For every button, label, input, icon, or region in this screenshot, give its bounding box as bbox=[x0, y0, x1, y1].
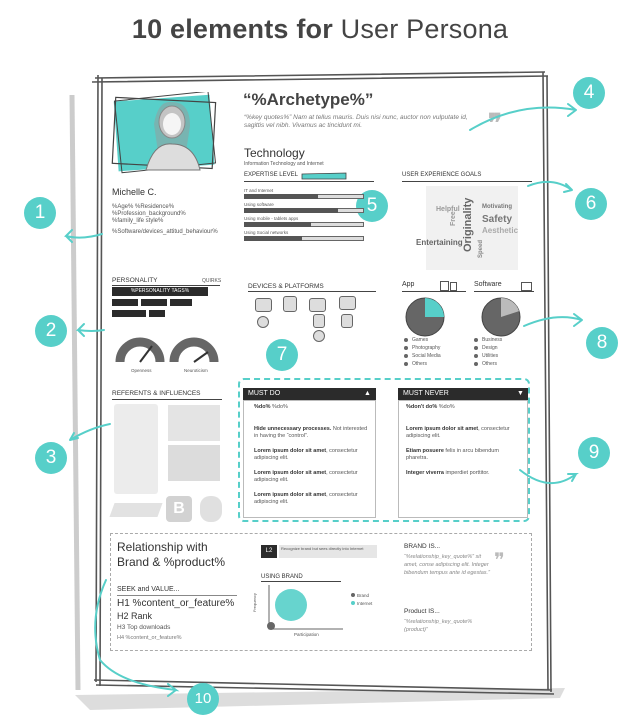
expertise-item-label: Using Social networks bbox=[244, 230, 289, 235]
relationship-title-1: Relationship with bbox=[117, 540, 208, 554]
legend-item bbox=[404, 353, 441, 360]
brand-is-label: BRAND IS... bbox=[404, 543, 441, 550]
expertise-fill bbox=[244, 208, 338, 213]
list-item-text: Not interested in having the “control”. bbox=[254, 426, 368, 439]
y-axis-label: Frequency bbox=[252, 593, 257, 612]
legend-label: Photography bbox=[412, 345, 441, 351]
ux-word-helpful: Helpful bbox=[436, 206, 460, 213]
l2-badge: L2 bbox=[261, 545, 277, 558]
list-item bbox=[254, 470, 369, 484]
profile-detail-1: %Age% %Residence% bbox=[112, 204, 175, 210]
legend-dot bbox=[404, 354, 408, 358]
ux-word-safety: Safety bbox=[482, 214, 513, 225]
list-item-bold: %don't do% bbox=[406, 404, 438, 410]
profile-software: %Software/devices_attitud_behaviour% bbox=[112, 229, 218, 235]
legend-dot bbox=[474, 362, 478, 366]
list-item-text: %do% bbox=[270, 404, 288, 410]
app-label: App bbox=[402, 281, 415, 288]
legend-label: Others bbox=[412, 361, 428, 367]
legend-brand: Brand bbox=[357, 593, 370, 598]
list-item bbox=[406, 426, 520, 440]
thumbs-down-icon: ▼ bbox=[517, 390, 524, 397]
list-item-bold: Lorem ipsum dolor sit amet bbox=[406, 426, 479, 432]
list-item-text: felis in arcu bibendum pharetra. bbox=[406, 448, 499, 461]
ux-word-free: Free bbox=[450, 211, 457, 226]
list-item-text: %do% bbox=[437, 404, 455, 410]
list-item-bold: Integer viverra bbox=[406, 470, 444, 476]
expertise-fill bbox=[244, 236, 302, 241]
list-item bbox=[254, 404, 369, 411]
ux-word-motivating: Motivating bbox=[482, 204, 512, 210]
l2-text: Recognize brand but sees directly into Internet bbox=[279, 545, 377, 558]
h4-item: H4 %content_or_feature% bbox=[117, 635, 182, 641]
list-item-text: imperdiet porttitor. bbox=[443, 470, 490, 476]
ux-word-originality: Originality bbox=[462, 197, 474, 252]
legend-item bbox=[404, 361, 427, 368]
list-item bbox=[406, 470, 520, 477]
software-label: Software bbox=[474, 281, 502, 288]
legend-dot bbox=[474, 346, 478, 350]
h2-item: H2 Rank bbox=[117, 611, 153, 621]
blogger-icon: B bbox=[166, 496, 192, 522]
callout-number-3: 3 bbox=[35, 442, 67, 474]
legend-dot bbox=[474, 338, 478, 342]
devices-label: DEVICES & PLATFORMS bbox=[248, 283, 324, 290]
callout-number-9: 9 bbox=[578, 437, 610, 469]
x-axis-label: Participation bbox=[294, 632, 319, 637]
legend-label: Design bbox=[482, 345, 498, 351]
using-brand-label: USING BRAND bbox=[261, 574, 303, 580]
quote-mark-icon: ❞ bbox=[488, 108, 502, 138]
expertise-item-label: IT and Internet bbox=[244, 188, 274, 193]
archetype-heading: “%Archetype%” bbox=[243, 90, 374, 109]
legend-label: Others bbox=[482, 361, 498, 367]
legend-dot bbox=[474, 354, 478, 358]
callout-number-10: 10 bbox=[187, 683, 219, 715]
list-item-bold: %do% bbox=[254, 404, 271, 410]
list-item bbox=[254, 492, 369, 506]
callout-number-6: 6 bbox=[575, 188, 607, 220]
legend-label: Utilities bbox=[482, 353, 499, 359]
personality-label: PERSONALITY bbox=[112, 277, 158, 284]
list-item-text: , consectetur adipiscing elit. bbox=[254, 470, 358, 483]
list-item bbox=[406, 404, 520, 411]
expertise-label: EXPERTISE LEVEL bbox=[244, 172, 298, 178]
quote-mark-icon: ❞ bbox=[494, 550, 505, 572]
legend-item bbox=[404, 345, 440, 352]
list-item-bold: Lorem ipsum dolor sit amet bbox=[254, 470, 327, 476]
technology-subtitle: Information Technology and Internet bbox=[244, 161, 324, 167]
gauge-openness-label: Openness bbox=[131, 368, 152, 373]
list-item-bold: Hide unnecessary processes. bbox=[254, 426, 332, 432]
legend-item bbox=[474, 353, 498, 360]
legend-label: Social Media bbox=[412, 353, 441, 359]
must-do-header: MUST DO bbox=[243, 388, 376, 400]
list-item bbox=[254, 426, 369, 440]
seek-label: SEEK and VALUE... bbox=[117, 586, 180, 593]
list-item bbox=[254, 448, 369, 462]
referents-label: REFERENTS & INFLUENCES bbox=[112, 390, 201, 397]
profile-detail-2: %Profession_background% bbox=[112, 211, 186, 217]
product-quote: “%relationship_key_quote% (product)” bbox=[404, 619, 473, 633]
callout-number-8: 8 bbox=[586, 327, 618, 359]
ux-word-aesthetic: Aesthetic bbox=[482, 226, 519, 235]
expertise-item-label: Using mobile - tablets apps bbox=[244, 216, 299, 221]
h3-item: H3 Top downloads bbox=[117, 624, 171, 631]
callout-number-7: 7 bbox=[266, 339, 298, 371]
legend-item bbox=[474, 345, 498, 352]
quirks-label: QUIRKS bbox=[202, 278, 222, 284]
expertise-item-label: Using software bbox=[244, 202, 274, 207]
list-item-text: , consectetur adipiscing elit. bbox=[406, 426, 510, 439]
list-item-text: , consectetur adipiscing elit. bbox=[254, 448, 358, 461]
legend-dot bbox=[404, 362, 408, 366]
callout-number-1: 1 bbox=[24, 197, 56, 229]
legend-item bbox=[474, 337, 502, 344]
brand-quote: “%relationship_key_quote%” sit amet, conse adipiscing elit. Integer bibendum tempus ante id egestas.” bbox=[404, 554, 490, 576]
must-never-header: MUST NEVER bbox=[398, 388, 528, 400]
callout-number-4: 4 bbox=[573, 77, 605, 109]
key-quote: “%key quotes%” Nam at tellus mauris. Duis nisi nunc, auctor non vulputate id, sagittis vel nibh. Vivamus ac tincidunt mi. bbox=[244, 114, 468, 129]
profile-detail-3: %family_life style% bbox=[112, 218, 164, 224]
legend-dot bbox=[404, 346, 408, 350]
page-title: 10 elements for User Persona bbox=[131, 14, 509, 44]
ux-word-entertaining: Entertaining bbox=[416, 238, 463, 247]
legend-item bbox=[404, 337, 428, 344]
legend-internet: Internet bbox=[357, 601, 373, 606]
persona-name: Michelle C. bbox=[112, 187, 157, 197]
ux-goals-label: USER EXPERIENCE GOALS bbox=[402, 172, 482, 178]
callout-number-5: 5 bbox=[356, 190, 388, 222]
legend-dot bbox=[404, 338, 408, 342]
gauge-neuroticism-label: Neuroticism bbox=[184, 368, 208, 373]
thumbs-up-icon: ▲ bbox=[364, 390, 371, 397]
list-item-text: , consectetur adipiscing elit. bbox=[254, 492, 358, 505]
personality-tags: %PERSONALITY TAGS% bbox=[112, 287, 208, 296]
list-item-bold: Lorem ipsum dolor sit amet bbox=[254, 448, 327, 454]
product-is-label: Product IS... bbox=[404, 608, 440, 615]
legend-label: Business bbox=[482, 337, 503, 343]
legend-item bbox=[474, 361, 497, 368]
technology-title: Technology bbox=[244, 146, 305, 160]
legend-label: Games bbox=[412, 337, 429, 343]
h1-item: H1 %content_or_feature% bbox=[117, 598, 235, 609]
ux-word-speed: Speed bbox=[478, 239, 484, 258]
callout-number-2: 2 bbox=[35, 315, 67, 347]
list-item bbox=[406, 448, 520, 462]
expertise-fill bbox=[244, 222, 311, 227]
list-item-bold: Lorem ipsum dolor sit amet bbox=[254, 492, 327, 498]
relationship-title-2: Brand & %product% bbox=[117, 555, 226, 569]
list-item-bold: Etiam posuere bbox=[406, 448, 444, 454]
expertise-fill bbox=[244, 194, 318, 199]
